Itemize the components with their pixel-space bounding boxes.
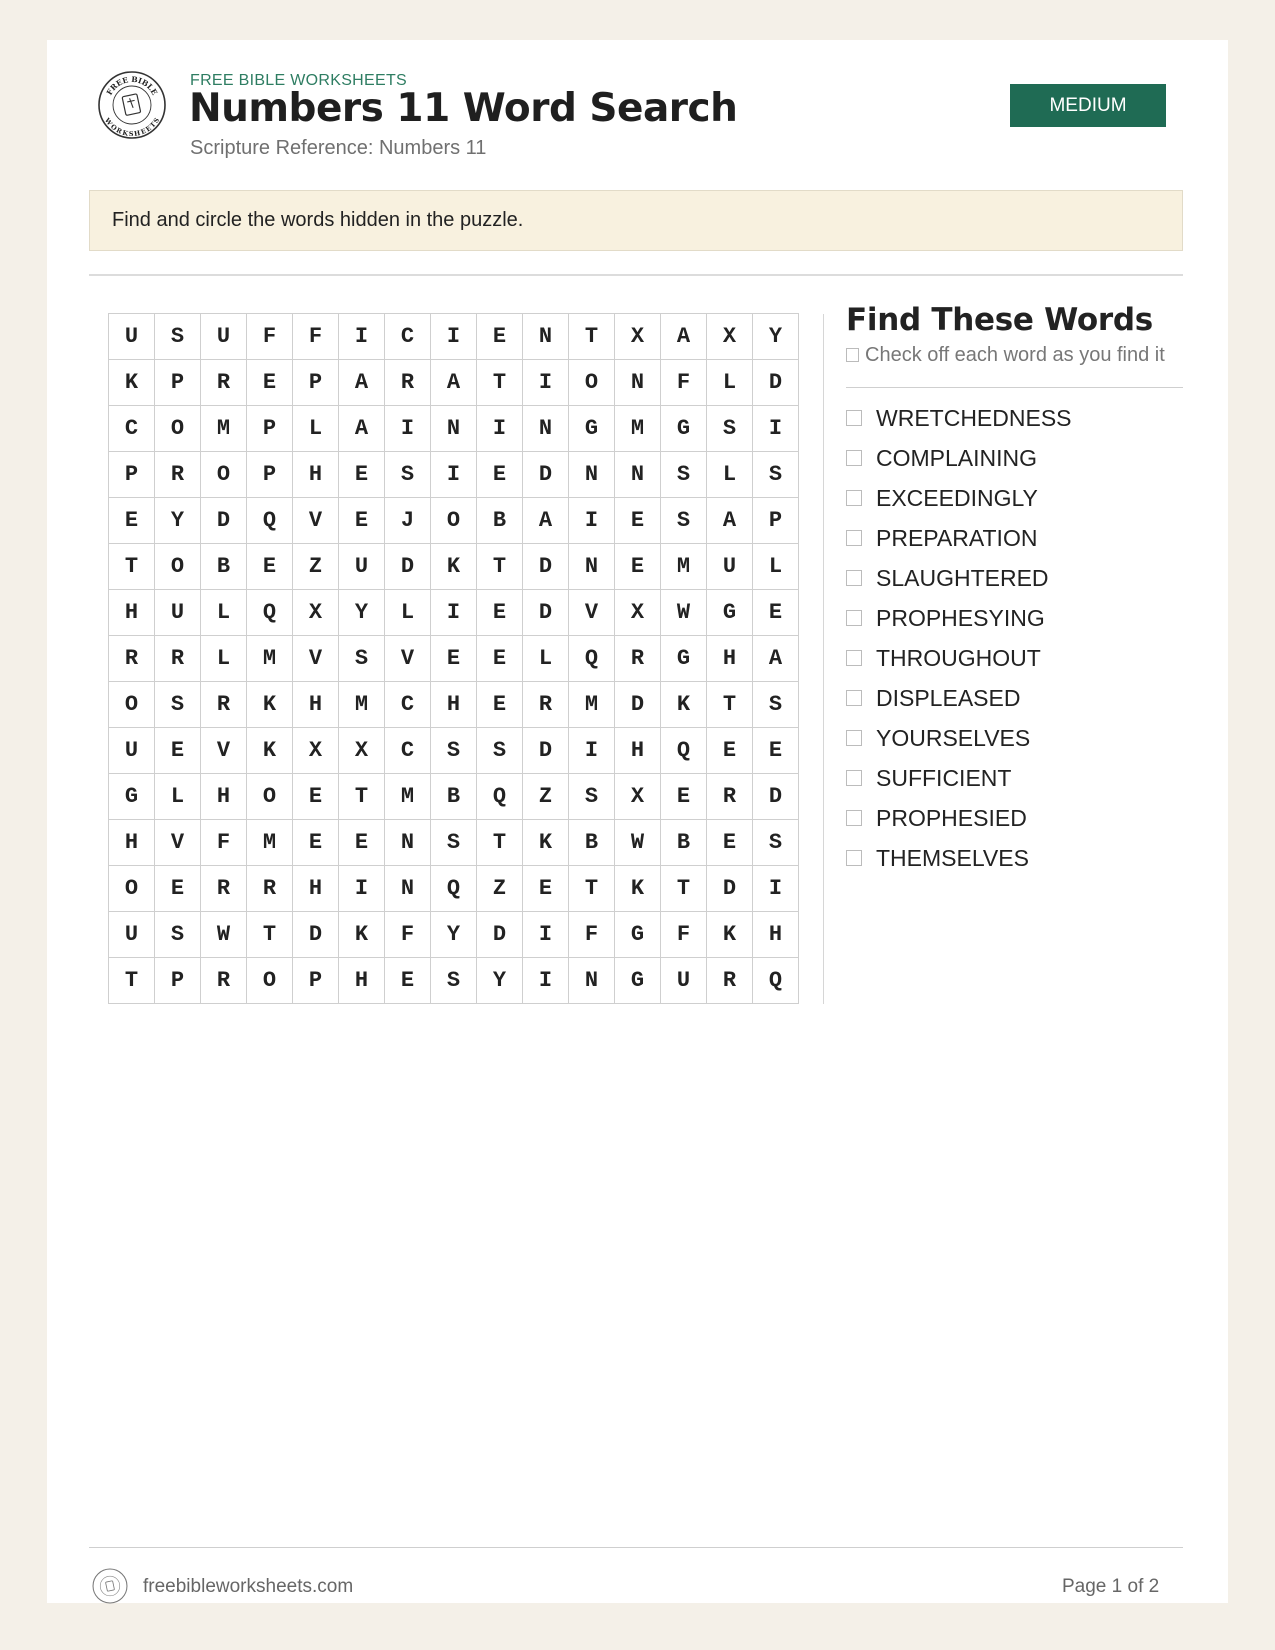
grid-cell[interactable]: S [339,636,385,682]
checkbox-icon[interactable] [846,730,862,746]
grid-cell[interactable]: T [477,820,523,866]
grid-cell[interactable]: K [707,912,753,958]
word-label: THROUGHOUT [876,644,1041,671]
checkbox-icon[interactable] [846,450,862,466]
grid-cell[interactable]: D [385,544,431,590]
grid-cell[interactable]: S [477,728,523,774]
grid-cell[interactable]: K [339,912,385,958]
grid-cell[interactable]: A [339,406,385,452]
grid-row [109,912,799,958]
grid-cell[interactable]: S [431,728,477,774]
grid-cell[interactable]: R [385,360,431,406]
grid-cell[interactable]: P [247,452,293,498]
grid-cell[interactable]: I [753,406,799,452]
grid-row [109,958,799,1004]
grid-cell[interactable]: Q [477,774,523,820]
grid-cell[interactable]: C [385,314,431,360]
grid-cell[interactable]: F [385,912,431,958]
grid-row [109,636,799,682]
grid-cell[interactable]: H [293,452,339,498]
word-label: PROPHESYING [876,604,1045,631]
grid-cell[interactable]: S [431,820,477,866]
grid-cell[interactable]: N [385,820,431,866]
grid-cell[interactable]: F [661,360,707,406]
checkbox-icon[interactable] [846,490,862,506]
grid-cell[interactable]: N [615,452,661,498]
grid-cell[interactable]: I [523,360,569,406]
grid-cell[interactable]: O [247,958,293,1004]
grid-cell[interactable]: S [385,452,431,498]
grid-cell[interactable]: T [109,544,155,590]
grid-cell[interactable]: M [661,544,707,590]
grid-cell[interactable]: A [431,360,477,406]
grid-cell[interactable]: A [339,360,385,406]
grid-cell[interactable]: A [707,498,753,544]
grid-cell[interactable]: D [523,728,569,774]
grid-cell[interactable]: T [477,544,523,590]
word-list-item[interactable] [846,478,1072,518]
word-label: EXCEEDINGLY [876,484,1038,511]
grid-cell[interactable]: F [293,314,339,360]
grid-cell[interactable]: T [569,314,615,360]
grid-cell[interactable]: D [523,544,569,590]
checkbox-icon[interactable] [846,530,862,546]
grid-cell[interactable]: M [201,406,247,452]
checkbox-icon[interactable] [846,410,862,426]
grid-cell[interactable]: D [753,774,799,820]
grid-cell[interactable]: C [385,728,431,774]
word-search-grid [108,313,799,1004]
grid-cell[interactable]: G [615,958,661,1004]
grid-cell[interactable]: S [753,452,799,498]
grid-cell[interactable]: Q [753,958,799,1004]
grid-cell[interactable]: X [615,314,661,360]
grid-cell[interactable]: D [523,590,569,636]
page-title: Numbers 11 Word Search [189,86,738,131]
grid-cell[interactable]: H [753,912,799,958]
grid-cell[interactable]: E [477,314,523,360]
grid-cell[interactable]: M [569,682,615,728]
grid-cell[interactable]: X [615,774,661,820]
word-list-item[interactable] [846,518,1072,558]
grid-cell[interactable]: T [707,682,753,728]
grid-cell[interactable]: S [753,820,799,866]
grid-cell[interactable]: H [109,820,155,866]
checkbox-icon[interactable] [846,570,862,586]
grid-cell[interactable]: Y [339,590,385,636]
word-label: SUFFICIENT [876,764,1012,791]
grid-cell[interactable]: E [339,820,385,866]
scripture-reference: Scripture Reference: Numbers 11 [190,137,487,159]
grid-cell[interactable]: M [339,682,385,728]
brand-label: FREE BIBLE WORKSHEETS [190,72,408,89]
word-label: COMPLAINING [876,444,1038,471]
grid-cell[interactable]: U [109,728,155,774]
grid-row [109,452,799,498]
word-list-item[interactable] [846,718,1072,758]
grid-cell[interactable]: D [707,866,753,912]
bible-logo-icon [97,70,167,140]
grid-cell[interactable]: E [707,728,753,774]
word-list-item[interactable] [846,598,1072,638]
grid-cell[interactable]: U [661,958,707,1004]
grid-row [109,498,799,544]
grid-cell[interactable]: R [247,866,293,912]
grid-cell[interactable]: H [615,728,661,774]
column-divider [823,314,824,1004]
grid-cell[interactable]: V [385,636,431,682]
grid-cell[interactable]: O [569,360,615,406]
grid-cell[interactable]: E [431,636,477,682]
grid-cell[interactable]: B [431,774,477,820]
grid-cell[interactable]: V [569,590,615,636]
grid-cell[interactable]: H [201,774,247,820]
grid-cell[interactable]: I [385,406,431,452]
grid-cell[interactable]: P [155,958,201,1004]
grid-cell[interactable]: I [431,452,477,498]
grid-cell[interactable]: Y [155,498,201,544]
grid-cell[interactable]: N [615,360,661,406]
grid-cell[interactable]: E [477,452,523,498]
checkbox-icon [846,348,859,362]
divider [846,387,1183,388]
grid-cell[interactable]: R [615,636,661,682]
grid-cell[interactable]: H [707,636,753,682]
word-label: YOURSELVES [876,724,1031,751]
grid-cell[interactable]: H [109,590,155,636]
grid-cell[interactable]: Q [661,728,707,774]
grid-cell[interactable]: L [753,544,799,590]
grid-cell[interactable]: R [707,958,753,1004]
word-list-item[interactable] [846,398,1072,438]
worksheet-page [47,40,1228,1603]
grid-cell[interactable]: S [569,774,615,820]
grid-cell[interactable]: D [477,912,523,958]
grid-cell[interactable]: U [155,590,201,636]
grid-cell[interactable]: F [661,912,707,958]
grid-cell[interactable]: I [339,866,385,912]
grid-cell[interactable]: E [109,498,155,544]
grid-cell[interactable]: N [569,452,615,498]
grid-cell[interactable]: E [247,360,293,406]
grid-cell[interactable]: S [707,406,753,452]
grid-row [109,866,799,912]
grid-cell[interactable]: R [201,866,247,912]
word-label: DISPLEASED [876,684,1021,711]
footer-logo-icon [92,1568,128,1604]
grid-cell[interactable]: S [155,912,201,958]
grid-cell[interactable]: V [201,728,247,774]
grid-cell[interactable]: X [339,728,385,774]
grid-cell[interactable]: N [569,544,615,590]
checkbox-icon[interactable] [846,690,862,706]
grid-cell[interactable]: X [293,590,339,636]
checkbox-icon[interactable] [846,610,862,626]
grid-cell[interactable]: Q [431,866,477,912]
grid-cell[interactable]: S [661,498,707,544]
grid-cell[interactable]: Q [247,590,293,636]
grid-cell[interactable]: S [155,682,201,728]
word-label: PROPHESIED [876,804,1027,831]
grid-cell[interactable]: O [247,774,293,820]
grid-cell[interactable]: Q [247,498,293,544]
grid-cell[interactable]: A [523,498,569,544]
grid-cell[interactable]: R [155,636,201,682]
word-list-item[interactable] [846,638,1072,678]
grid-cell[interactable]: K [247,682,293,728]
grid-cell[interactable]: E [615,498,661,544]
word-list-item[interactable] [846,758,1072,798]
grid-cell[interactable]: B [569,820,615,866]
grid-cell[interactable]: Q [569,636,615,682]
grid-cell[interactable]: D [293,912,339,958]
word-list-item[interactable] [846,838,1072,878]
grid-cell[interactable]: T [569,866,615,912]
grid-cell[interactable]: G [661,636,707,682]
grid-cell[interactable]: Z [477,866,523,912]
word-list-hint-text: Check off each word as you find it [865,344,1165,366]
grid-cell[interactable]: Y [477,958,523,1004]
grid-cell[interactable]: H [339,958,385,1004]
grid-row [109,728,799,774]
grid-cell[interactable]: T [661,866,707,912]
grid-cell[interactable]: E [385,958,431,1004]
word-label: SLAUGHTERED [876,564,1049,591]
grid-cell[interactable]: E [477,590,523,636]
grid-cell[interactable]: S [431,958,477,1004]
grid-cell[interactable]: E [155,728,201,774]
grid-cell[interactable]: E [615,544,661,590]
grid-cell[interactable]: P [753,498,799,544]
grid-cell[interactable]: P [293,958,339,1004]
grid-cell[interactable]: F [201,820,247,866]
grid-cell[interactable]: K [615,866,661,912]
grid-cell[interactable]: E [155,866,201,912]
grid-cell[interactable]: W [201,912,247,958]
logo-bottom-text: WORKSHEETS [103,116,162,139]
grid-cell[interactable]: U [339,544,385,590]
grid-cell[interactable]: E [293,774,339,820]
grid-cell[interactable]: C [385,682,431,728]
divider [89,274,1183,276]
grid-cell[interactable]: T [339,774,385,820]
grid-cell[interactable]: N [523,314,569,360]
grid-cell[interactable]: J [385,498,431,544]
grid-cell[interactable]: E [523,866,569,912]
grid-cell[interactable]: C [109,406,155,452]
grid-cell[interactable]: V [293,498,339,544]
grid-cell[interactable]: U [707,544,753,590]
grid-cell[interactable]: R [201,360,247,406]
grid-cell[interactable]: S [661,452,707,498]
grid-cell[interactable]: H [293,866,339,912]
word-list [846,398,1072,878]
grid-cell[interactable]: N [385,866,431,912]
word-label: PREPARATION [876,524,1038,551]
grid-cell[interactable]: I [431,590,477,636]
grid-cell[interactable]: P [155,360,201,406]
grid-cell[interactable]: E [247,544,293,590]
grid-cell[interactable]: E [477,636,523,682]
grid-cell[interactable]: P [293,360,339,406]
grid-cell[interactable]: G [615,912,661,958]
grid-cell[interactable]: D [523,452,569,498]
grid-cell[interactable]: K [661,682,707,728]
grid-row [109,314,799,360]
grid-row [109,406,799,452]
grid-cell[interactable]: Z [523,774,569,820]
grid-cell[interactable]: G [569,406,615,452]
grid-cell[interactable]: T [109,958,155,1004]
word-list-item[interactable] [846,798,1072,838]
footer-url: freebibleworksheets.com [143,1576,354,1597]
checkbox-icon[interactable] [846,770,862,786]
grid-cell[interactable]: X [615,590,661,636]
grid-cell[interactable]: D [201,498,247,544]
grid-cell[interactable]: O [109,682,155,728]
grid-row [109,544,799,590]
grid-cell[interactable]: K [247,728,293,774]
grid-cell[interactable]: L [523,636,569,682]
grid-cell[interactable]: N [523,406,569,452]
grid-cell[interactable]: D [615,682,661,728]
grid-cell[interactable]: E [293,820,339,866]
logo-top-text: FREE BIBLE [104,74,160,97]
grid-cell[interactable]: L [201,590,247,636]
grid-cell[interactable]: R [707,774,753,820]
grid-cell[interactable]: R [523,682,569,728]
grid-cell[interactable]: B [477,498,523,544]
word-list-item[interactable] [846,438,1072,478]
grid-cell[interactable]: Y [753,314,799,360]
grid-cell[interactable]: E [753,728,799,774]
grid-cell[interactable]: F [569,912,615,958]
grid-cell[interactable]: K [431,544,477,590]
grid-cell[interactable]: E [661,774,707,820]
grid-row [109,820,799,866]
grid-cell[interactable]: A [661,314,707,360]
grid-cell[interactable]: E [339,498,385,544]
grid-cell[interactable]: R [201,682,247,728]
grid-row [109,360,799,406]
grid-cell[interactable]: I [569,728,615,774]
grid-cell[interactable]: H [293,682,339,728]
grid-cell[interactable]: G [109,774,155,820]
grid-cell[interactable]: P [109,452,155,498]
grid-cell[interactable]: B [661,820,707,866]
grid-cell[interactable]: F [247,314,293,360]
word-label: WRETCHEDNESS [876,404,1072,431]
grid-cell[interactable]: D [753,360,799,406]
grid-cell[interactable]: E [339,452,385,498]
grid-cell[interactable]: O [201,452,247,498]
grid-row [109,774,799,820]
grid-cell[interactable]: M [615,406,661,452]
word-list-title: Find These Words [846,302,1153,338]
grid-cell[interactable]: W [661,590,707,636]
word-list-item[interactable] [846,558,1072,598]
grid-cell[interactable]: E [477,682,523,728]
grid-cell[interactable]: T [247,912,293,958]
grid-cell[interactable]: Y [431,912,477,958]
grid-cell[interactable]: L [155,774,201,820]
grid-cell[interactable]: L [707,360,753,406]
grid-cell[interactable]: I [477,406,523,452]
grid-cell[interactable]: X [707,314,753,360]
grid-cell[interactable]: X [293,728,339,774]
footer-divider [89,1547,1183,1548]
grid-cell[interactable]: N [569,958,615,1004]
checkbox-icon[interactable] [846,850,862,866]
grid-cell[interactable]: R [109,636,155,682]
grid-cell[interactable]: S [155,314,201,360]
grid-cell[interactable]: L [707,452,753,498]
grid-cell[interactable]: O [155,544,201,590]
grid-cell[interactable]: I [431,314,477,360]
grid-cell[interactable]: O [109,866,155,912]
grid-cell[interactable]: T [477,360,523,406]
grid-cell[interactable]: W [615,820,661,866]
grid-cell[interactable]: N [431,406,477,452]
grid-cell[interactable]: O [431,498,477,544]
grid-cell[interactable]: U [109,314,155,360]
grid-cell[interactable]: R [155,452,201,498]
grid-cell[interactable]: B [201,544,247,590]
grid-cell[interactable]: V [293,636,339,682]
grid-cell[interactable]: V [155,820,201,866]
grid-cell[interactable]: I [523,912,569,958]
grid-cell[interactable]: R [201,958,247,1004]
grid-row [109,590,799,636]
checkbox-icon[interactable] [846,810,862,826]
grid-cell[interactable]: H [431,682,477,728]
word-label: THEMSELVES [876,844,1029,871]
grid-cell[interactable]: I [523,958,569,1004]
grid-cell[interactable]: M [247,820,293,866]
grid-cell[interactable]: K [523,820,569,866]
grid-cell[interactable]: L [201,636,247,682]
grid-cell[interactable]: I [569,498,615,544]
grid-row [109,682,799,728]
checkbox-icon[interactable] [846,650,862,666]
grid-cell[interactable]: U [109,912,155,958]
word-list-item[interactable] [846,678,1072,718]
grid-cell[interactable]: E [753,590,799,636]
grid-cell[interactable]: E [707,820,753,866]
grid-cell[interactable]: A [753,636,799,682]
grid-cell[interactable]: S [753,682,799,728]
word-list-hint [846,344,1165,367]
grid-cell[interactable]: M [385,774,431,820]
grid-cell[interactable]: U [201,314,247,360]
difficulty-badge: MEDIUM [1010,84,1166,127]
grid-cell[interactable]: G [707,590,753,636]
grid-cell[interactable]: L [293,406,339,452]
grid-cell[interactable]: I [753,866,799,912]
grid-cell[interactable]: I [339,314,385,360]
grid-cell[interactable]: Z [293,544,339,590]
grid-cell[interactable]: M [247,636,293,682]
grid-cell[interactable]: K [109,360,155,406]
page-number: Page 1 of 2 [1062,1576,1160,1597]
grid-cell[interactable]: O [155,406,201,452]
grid-cell[interactable]: G [661,406,707,452]
grid-cell[interactable]: P [247,406,293,452]
grid-cell[interactable]: L [385,590,431,636]
instructions-box: Find and circle the words hidden in the puzzle. [89,190,1183,251]
